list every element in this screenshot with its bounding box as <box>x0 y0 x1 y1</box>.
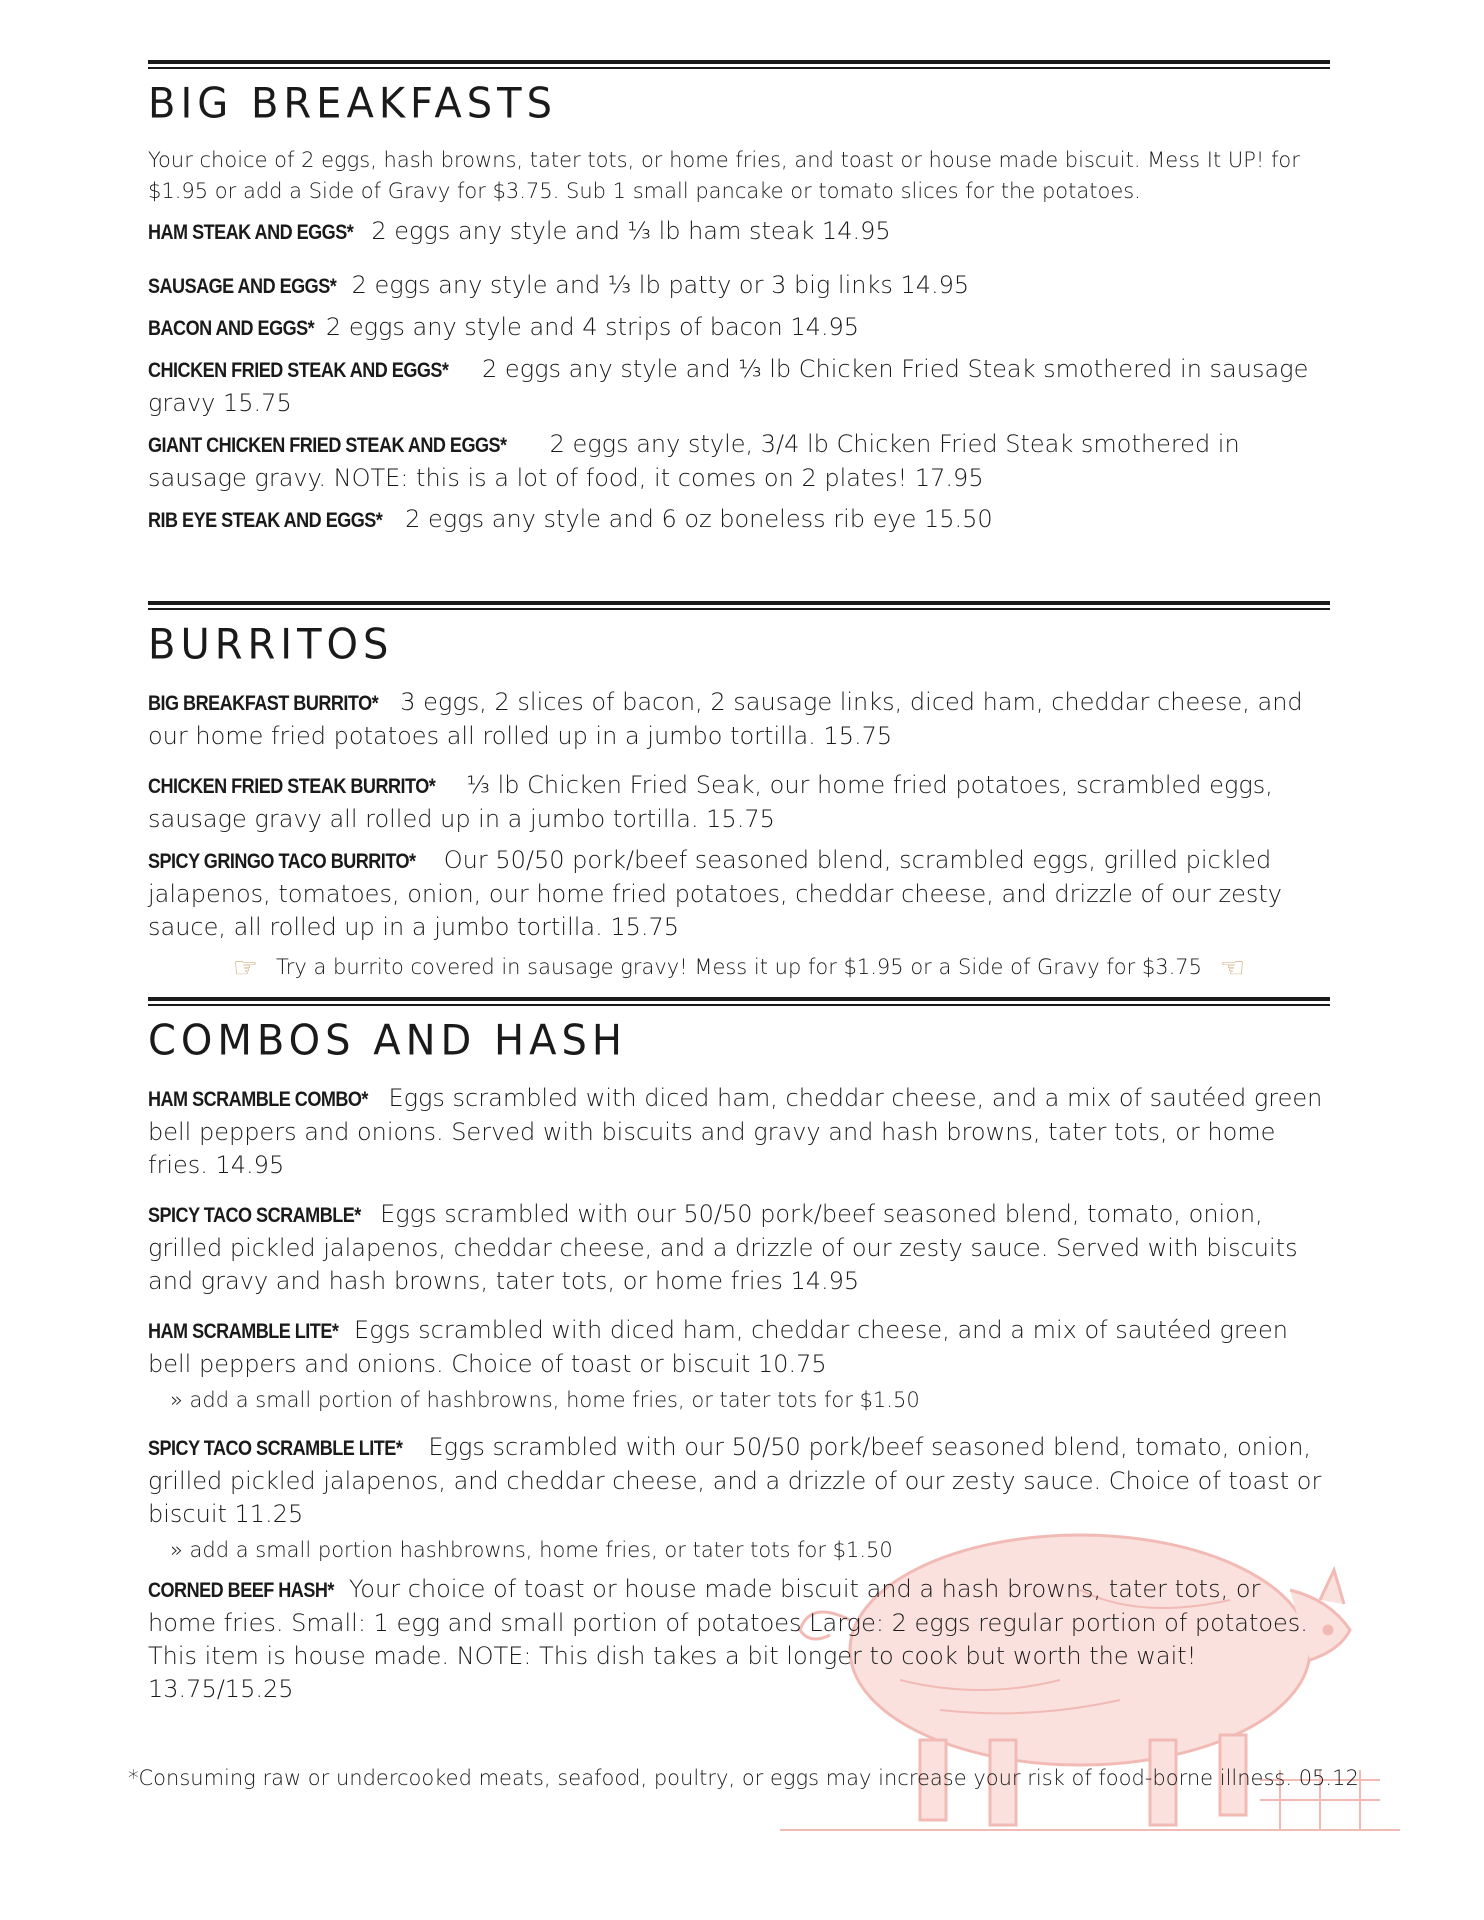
section-burritos <box>148 601 1330 983</box>
menu-item <box>148 1314 1330 1381</box>
menu-item <box>148 769 1330 836</box>
menu-item-name: HAM SCRAMBLE LITE* <box>148 1320 339 1343</box>
menu-item-desc: 2 eggs any style and ⅓ lb Chicken Fried Steak smothered in sausage gravy 15.75 <box>148 355 1309 417</box>
menu-item-name: BIG BREAKFAST BURRITO* <box>148 692 379 715</box>
menu-item <box>148 503 1330 537</box>
menu-item-desc: 2 eggs any style and 6 oz boneless rib eye 15.50 <box>405 505 993 533</box>
menu-item <box>148 1573 1330 1706</box>
menu-item-desc: ⅓ lb Chicken Fried Seak, our home fried potatoes, scrambled eggs, sausage gravy all rolled up in a jumbo tortilla. 15.75 <box>148 771 1273 833</box>
menu-item <box>148 353 1330 420</box>
menu-item <box>148 1198 1330 1298</box>
menu-item <box>148 1082 1330 1182</box>
menu-item-name: HAM SCRAMBLE COMBO* <box>148 1088 368 1111</box>
menu-item-desc: 2 eggs any style and 4 strips of bacon 14.95 <box>325 313 860 341</box>
menu-item-desc: 2 eggs any style, 3/4 lb Chicken Fried Steak smothered in sausage gravy. NOTE: this is a lot of food, it comes on 2 plates! 17.95 <box>148 430 1240 492</box>
menu-item-name: SPICY GRINGO TACO BURRITO* <box>148 850 416 873</box>
menu-item-name: CHICKEN FRIED STEAK BURRITO* <box>148 775 436 798</box>
add-on-note: » add a small portion hashbrowns, home fries, or tater tots for $1.50 <box>170 1538 893 1562</box>
menu-item-desc: Eggs scrambled with diced ham, cheddar cheese, and a mix of sautéed green bell peppers and onions. Choice of toast or biscuit 10.75 <box>148 1316 1288 1378</box>
section-title: COMBOS AND HASH <box>148 1016 627 1066</box>
menu-item <box>148 686 1330 753</box>
pointing-hand-left-icon: ☜ <box>1220 951 1246 984</box>
section-rule <box>148 997 1330 1006</box>
add-on-note: » add a small portion of hashbrowns, home fries, or tater tots for $1.50 <box>170 1388 920 1412</box>
menu-item-desc: Our 50/50 pork/beef seasoned blend, scrambled eggs, grilled pickled jalapenos, tomatoes, onion, our home fried potatoes, cheddar cheese, and drizzle of our zesty sauce, all rolled up in a jumbo tortilla. 15.75 <box>148 846 1282 941</box>
section-rule <box>148 60 1330 69</box>
menu-item-name: BACON AND EGGS* <box>148 317 315 340</box>
section-title: BURRITOS <box>148 620 394 670</box>
menu-item-name: GIANT CHICKEN FRIED STEAK AND EGGS* <box>148 434 507 457</box>
menu-item-name: SAUSAGE AND EGGS* <box>148 275 337 298</box>
menu-item <box>148 844 1330 944</box>
menu-item-desc: 3 eggs, 2 slices of bacon, 2 sausage links, diced ham, cheddar cheese, and our home fried potatoes all rolled up in a jumbo tortilla. 15.75 <box>148 688 1303 750</box>
menu-item-name: HAM STEAK AND EGGS* <box>148 221 354 244</box>
section-rule <box>148 601 1330 610</box>
menu-item-desc: Eggs scrambled with diced ham, cheddar cheese, and a mix of sautéed green bell peppers and onions. Served with biscuits and gravy and hash browns, tater tots, or home fries. 14.95 <box>148 1084 1323 1179</box>
menu-item <box>148 428 1330 495</box>
tip-text: Try a burrito covered in sausage gravy! Mess it up for $1.95 or a Side of Gravy for $3.75 <box>275 955 1203 979</box>
food-safety-disclaimer: *Consuming raw or undercooked meats, seafood, poultry, or eggs may increase your risk of food-borne illness. 05.12 <box>128 1766 1359 1790</box>
section-intro: Your choice of 2 eggs, hash browns, tater tots, or home fries, and toast or house made biscuit. Mess It UP! for $1.95 or add a Side of Gravy for $3.75. Sub 1 small pancake or tomato slices for the potatoes. <box>148 148 1300 203</box>
section-title: BIG BREAKFASTS <box>148 79 557 129</box>
menu-item-name: SPICY TACO SCRAMBLE* <box>148 1204 361 1227</box>
section-combos-and-hash <box>148 997 1330 1706</box>
section-big-breakfasts <box>148 60 1330 537</box>
menu-item <box>148 311 1330 345</box>
menu-item <box>148 1431 1330 1531</box>
menu-item-desc: 2 eggs any style and ⅓ lb ham steak 14.95 <box>371 217 891 245</box>
menu-item <box>148 269 1330 303</box>
menu-item-desc: Eggs scrambled with our 50/50 pork/beef seasoned blend, tomato, onion, grilled pickled jalapenos, cheddar cheese, and a drizzle of our zesty sauce. Served with biscuits and gravy and hash browns, tater tots, or home fries 14.95 <box>148 1200 1298 1295</box>
menu-item-name: RIB EYE STEAK AND EGGS* <box>148 509 383 532</box>
menu-item-desc: 2 eggs any style and ⅓ lb patty or 3 big links 14.95 <box>351 271 970 299</box>
menu-item-name: CHICKEN FRIED STEAK AND EGGS* <box>148 359 449 382</box>
menu-item-desc: Your choice of toast or house made biscuit and a hash browns, tater tots, or home fries. Small: 1 egg and small portion of potatoes Large: 2 eggs regular portion of potatoes. This item is house made. NOTE: This dish takes a bit longer to cook but worth the wait! 13.75/15.25 <box>148 1575 1308 1703</box>
menu-item-desc: Eggs scrambled with our 50/50 pork/beef seasoned blend, tomato, onion, grilled pickled jalapenos, and cheddar cheese, and a drizzle of our zesty sauce. Choice of toast or biscuit 11.25 <box>148 1433 1322 1528</box>
menu-item-name: SPICY TACO SCRAMBLE LITE* <box>148 1437 403 1460</box>
menu-item-name: CORNED BEEF HASH* <box>148 1579 334 1602</box>
pointing-hand-right-icon: ☞ <box>232 951 258 984</box>
menu-item <box>148 215 1330 249</box>
tip-note <box>148 952 1330 983</box>
